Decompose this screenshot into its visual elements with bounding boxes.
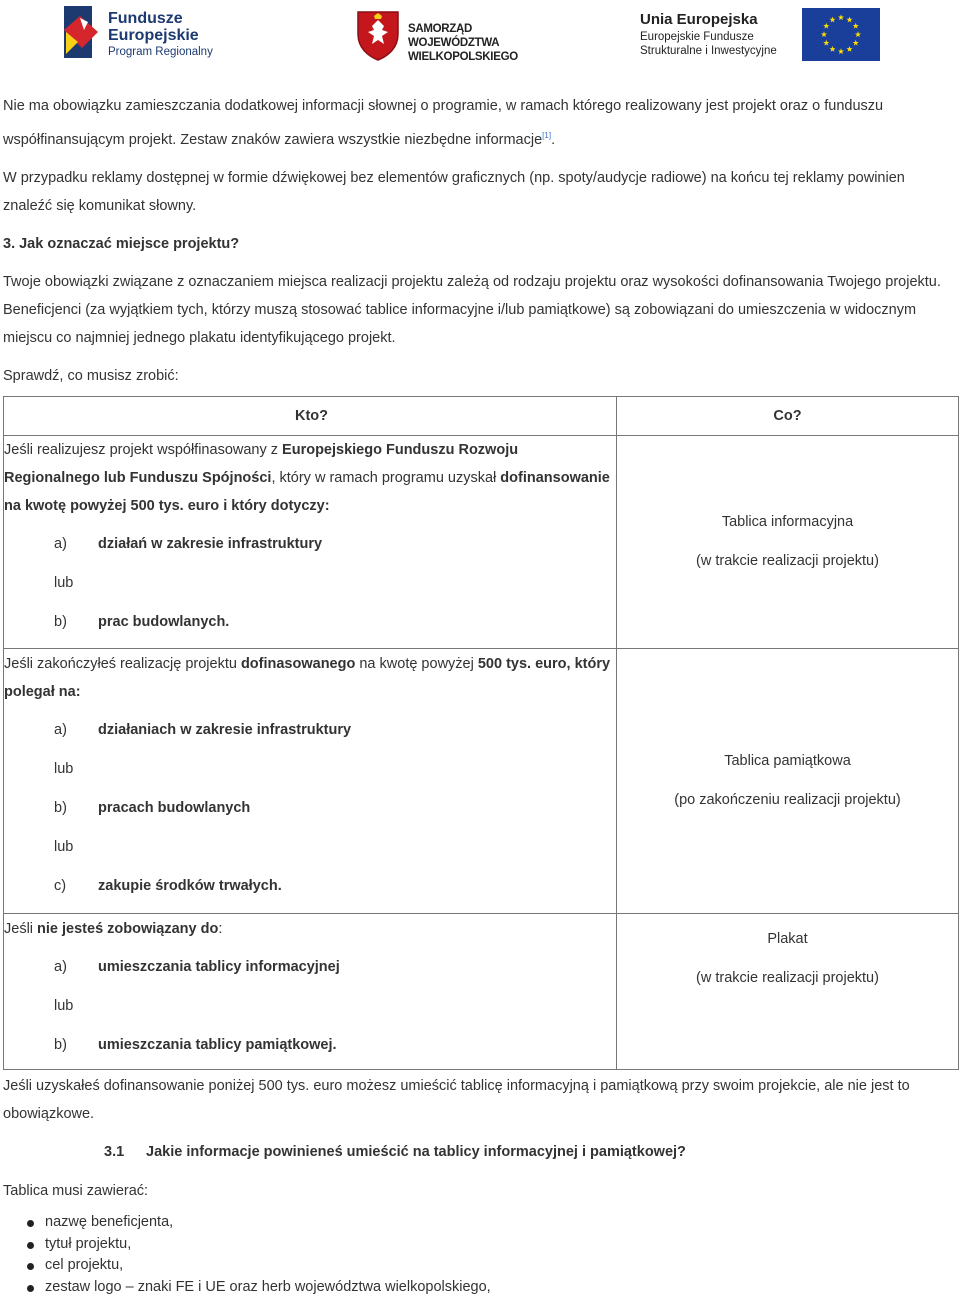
eu-star-icon (855, 31, 861, 37)
header-logos (0, 0, 960, 70)
ue-title: Unia Europejska (640, 11, 758, 28)
unia-europejska-logo (640, 8, 885, 64)
list-item: b) prac budowlanych. (54, 614, 230, 630)
subsection-title: Jakie informacje powinieneś umieścić na tablicy informacyjnej i pamiątkowej? (146, 1144, 686, 1160)
after-table-paragraph (3, 1072, 955, 1128)
eu-star-icon (823, 40, 829, 46)
list-item: b) pracach budowlanych (54, 800, 251, 816)
list-item-or: lub (54, 761, 74, 777)
list-intro: Tablica musi zawierać: (3, 1183, 149, 1199)
paragraph-1-end: . (551, 131, 556, 148)
list-item: a) umieszczania tablicy informacyjnej (54, 959, 340, 975)
header-who: Kto? (294, 408, 328, 424)
paragraph-obligations: Twoje obowiązki związane z oznaczaniem miejsca realizacji projektu zależą od rodzaju projektu oraz wysokości dofinansowania Twojego projektu. Beneficjenci (za wyjątkiem tych, którzy muszą stosować tablice informacyjne i/lub pamiątkowe) są zobowiązani do umieszczenia w widocznym miejscu co najmniej jednego plakatu identyfikującego projekt. (3, 273, 941, 346)
ue-sub-2: Strukturalne i Inwestycyjne (640, 45, 777, 57)
list-item: a) działaniach w zakresie infrastruktury (54, 722, 352, 738)
paragraph-audio-ads: W przypadku reklamy dostępnej w formie dźwiękowej bez elementów graficznych (np. spoty/audycje radiowe) na końcu tej reklamy powinien znaleźć się komunikat słowny. (3, 169, 905, 214)
list-item: cel projektu, (45, 1255, 491, 1277)
list-item: c) zakupie środków trwałych. (54, 878, 282, 894)
fe-star-flag-icon (62, 2, 106, 64)
list-item: zestaw logo – znaki FE i UE oraz herb województwa wielkopolskiego, (45, 1277, 491, 1298)
row3-answer-note: (w trakcie realizacji projektu) (696, 970, 879, 986)
footnote-link[interactable]: [1] (542, 131, 552, 140)
list-item-or: lub (54, 839, 74, 855)
list-item: b) umieszczania tablicy pamiątkowej. (54, 1037, 337, 1053)
row1-answer (617, 436, 959, 649)
wlkp-line-2: WIELKOPOLSKIEGO (408, 51, 518, 63)
fe-title-2: Europejskie (108, 27, 199, 44)
eu-star-icon (853, 23, 859, 29)
wlkp-line-1: SAMORZĄD WOJEWÓDZTWA (408, 23, 500, 49)
section-heading-3: 3. Jak oznaczać miejsce projektu? (3, 235, 240, 252)
intro-section (3, 92, 955, 390)
eu-star-icon (846, 17, 852, 23)
list-item: a) działań w zakresie infrastruktury (54, 536, 323, 552)
list-item-or: lub (54, 998, 74, 1014)
header-what: Co? (617, 397, 959, 436)
fe-subtitle: Program Regionalny (108, 46, 213, 58)
row1-answer-title: Tablica informacyjna (721, 514, 854, 530)
list-item: tytuł projektu, (45, 1234, 491, 1256)
eu-flag-icon (802, 8, 880, 61)
table-row (4, 436, 959, 649)
list-item-or: lub (54, 575, 74, 591)
eu-star-icon (838, 48, 844, 54)
paragraph-signage-info (3, 92, 955, 154)
eu-star-icon (829, 46, 835, 52)
row3-answer (617, 914, 959, 1070)
eu-star-icon (853, 40, 859, 46)
fe-title-1: Fundusze (108, 10, 183, 27)
row1-description: Jeśli realizujesz projekt współfinasowany z Europejskiego Funduszu Rozwoju Regionalnego lub Funduszu Spójności, który w ramach programu uzyskał dofinansowanie na kwotę powyżej 500 tys. euro i który dotyczy: (4, 442, 610, 514)
eu-star-icon (838, 14, 844, 20)
paragraph-check: Sprawdź, co musisz zrobić: (3, 367, 179, 384)
wielkopolska-logo (354, 8, 534, 62)
row2-answer-title: Tablica pamiątkowa (724, 753, 851, 769)
row2-answer (617, 649, 959, 914)
eu-star-icon (829, 17, 835, 23)
row3-answer-title: Plakat (767, 931, 808, 947)
ue-sub-1: Europejskie Fundusze (640, 31, 754, 43)
requirements-list (25, 1212, 491, 1298)
fundusze-europejskie-logo (62, 2, 222, 64)
table-row (4, 914, 959, 1070)
row3-description: Jeśli nie jesteś zobowiązany do: (4, 921, 223, 937)
row2-description: Jeśli zakończyłeś realizację projektu dofinasowanego na kwotę powyżej 500 tys. euro, który polegał na: (4, 656, 611, 700)
paragraph-1-text: Nie ma obowiązku zamieszczania dodatkowej informacji słownej o programie, w ramach którego realizowany jest projekt oraz o funduszu współfinansującym projekt. Zestaw znaków zawiera wszystkie niezbędne informacje (3, 98, 884, 148)
row1-answer-note: (w trakcie realizacji projektu) (696, 553, 879, 569)
eu-star-icon (823, 23, 829, 29)
row2-answer-note: (po zakończeniu realizacji projektu) (674, 792, 901, 808)
subsection-number: 3.1 (104, 1144, 125, 1160)
subsection-heading-3-1 (104, 1138, 686, 1166)
eu-star-icon (846, 46, 852, 52)
obligations-table (3, 396, 959, 1070)
table-header-row (4, 397, 959, 436)
coat-of-arms-icon (354, 8, 402, 62)
eu-star-icon (821, 31, 827, 37)
table-row (4, 649, 959, 914)
list-item: nazwę beneficjenta, (45, 1212, 491, 1234)
paragraph-below-500k: Jeśli uzyskałeś dofinansowanie poniżej 500 tys. euro możesz umieścić tablicę informacyjną i pamiątkową przy swoim projekcie, ale nie jest to obowiązkowe. (3, 1078, 910, 1122)
